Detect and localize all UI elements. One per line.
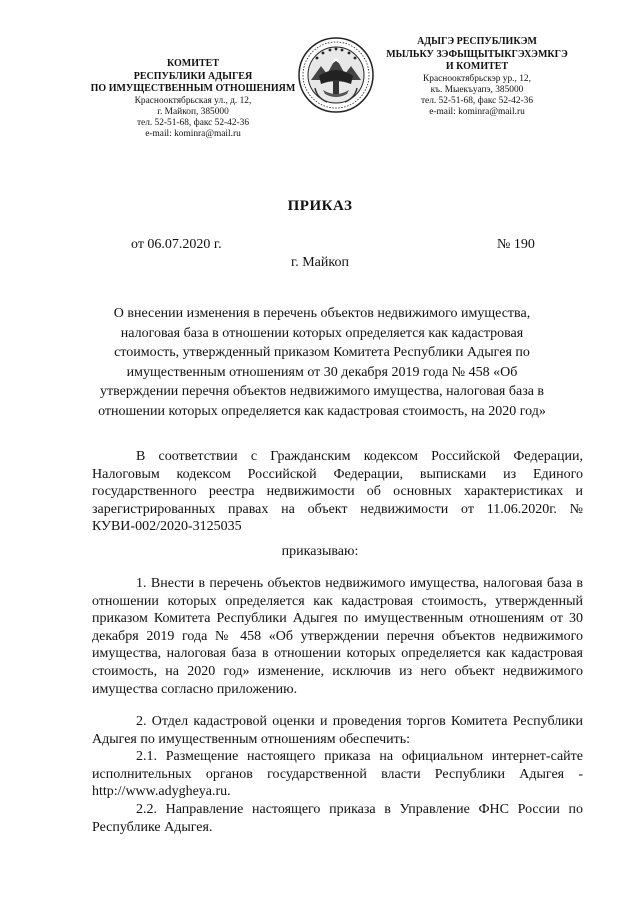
org-address-adyghe: Краснооктябрьскэр ур., 12, xyxy=(423,73,531,84)
org-name-adyghe-line-3: И КОМИТЕТ xyxy=(445,61,509,72)
org-email: e-mail: kominra@mail.ru xyxy=(145,129,241,140)
document-title: ПРИКАЗ xyxy=(287,198,353,214)
order-word: приказываю: xyxy=(281,544,359,559)
org-name-line-3: ПО ИМУЩЕСТВЕННЫМ ОТНОШЕНИЯМ xyxy=(90,83,296,94)
letterhead-left-block xyxy=(88,58,298,141)
letterhead-right-block xyxy=(372,36,582,119)
preamble-paragraph: В соответствии с Гражданским кодексом Российской Федерации, Налоговым кодексом Российской Федерации, выписками из Единого государственного реестра недвижимости об основных характеристиках и зарегистрированных правах на объект недвижимости от 11.06.2020г. № КУВИ-002/2020-3125035 xyxy=(92,449,583,535)
org-phone-adyghe: тел. 52-51-68, факс 52-42-36 xyxy=(420,96,534,107)
org-name-line-1: КОМИТЕТ xyxy=(166,58,219,69)
document-number: № 190 xyxy=(497,237,535,252)
org-name-adyghe-line-2: МЫЛЬКУ ЗЭФЫЩЫТЫКГЭХЭМКГЭ xyxy=(386,48,568,60)
org-city: г. Майкоп, 385000 xyxy=(157,106,229,117)
item-2-paragraph: 2. Отдел кадастровой оценки и проведения торгов Комитета Республики Адыгея по имущественным отношениям обеспечить: xyxy=(92,714,583,747)
item-2-1-paragraph: 2.1. Размещение настоящего приказа на официальном интернет-сайте исполнительных органов государственной власти Республики Адыгея - http://www.adygheya.ru. xyxy=(92,749,583,800)
coat-of-arms-emblem-icon xyxy=(297,36,375,114)
document-subject: О внесении изменения в перечень объектов недвижимого имущества, налоговая база в отношении которых определяется как кадастровая стоимость, утвержденный приказом Комитета Республики Адыгея по имущественным отношениям от 30 декабря 2019 года № 458 «Об утверждении перечня объектов недвижимого имущества, налоговая база в отношении которых определяется как кадастровая стоимость, на 2020 год» xyxy=(98,306,546,419)
item-2-2-paragraph: 2.2. Направление настоящего приказа в Управление ФНС России по Республике Адыгея. xyxy=(92,802,583,835)
org-name-line-2: РЕСПУБЛИКИ АДЫГЕЯ xyxy=(133,70,253,82)
letterhead xyxy=(0,36,640,156)
org-name-adyghe-line-1: АДЫГЭ РЕСПУБЛИКЭМ xyxy=(417,36,537,47)
org-city-adyghe: къ. Мыекъуапэ, 385000 xyxy=(430,84,524,95)
item-1-paragraph: 1. Внести в перечень объектов недвижимого имущества, налоговая база в отношении которых определяется как кадастровая стоимость, утвержденный приказом Комитета Республики Адыгея по имущественным отношениям от 30 декабря 2019 года № 458 «Об утверждении перечня объектов недвижимого имущества, налоговая база в отношении которых определяется как кадастровая стоимость, на 2020 год» изменение, исключив из него объект недвижимого имущества согласно приложению. xyxy=(92,576,583,697)
document-city: г. Майкоп xyxy=(291,255,349,270)
org-address: Краснооктябрьская ул., д. 12, xyxy=(134,95,252,106)
org-email-adyghe: e-mail: kominra@mail.ru xyxy=(429,107,525,118)
org-phone: тел. 52-51-68, факс 52-42-36 xyxy=(136,118,250,129)
document-date: от 06.07.2020 г. xyxy=(131,237,222,252)
